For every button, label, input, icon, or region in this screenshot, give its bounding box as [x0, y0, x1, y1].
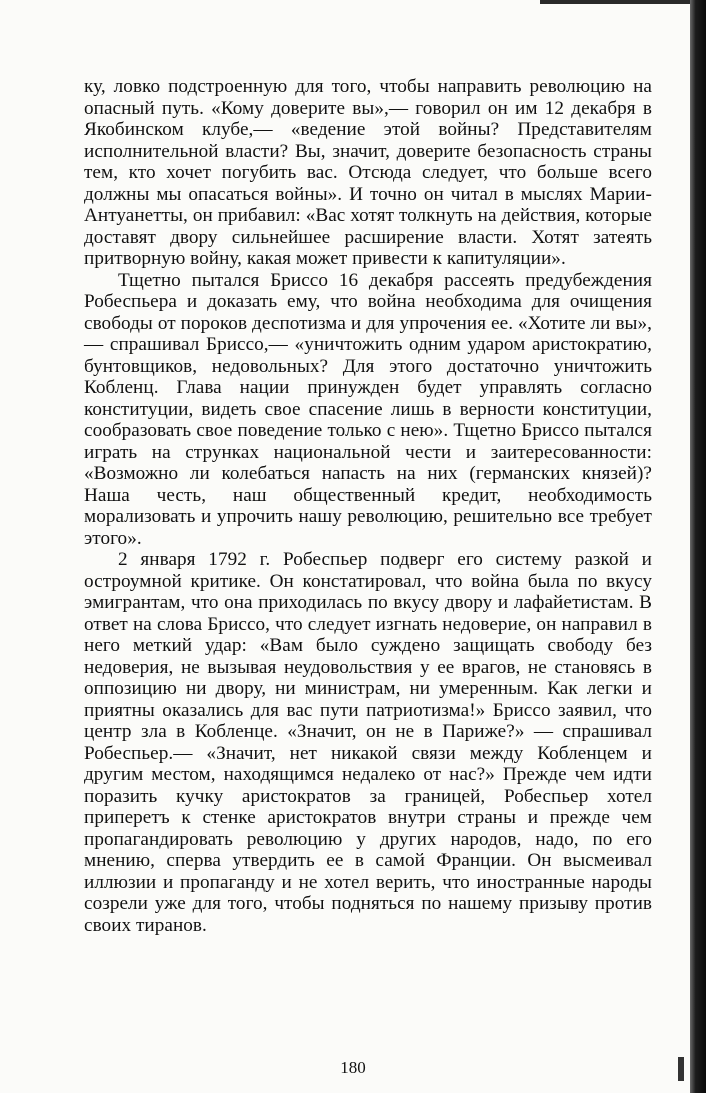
page-number: 180 — [340, 1058, 366, 1077]
scan-edge-right — [690, 0, 706, 1093]
body-text — [84, 76, 652, 936]
scan-edge-top — [540, 0, 706, 4]
paragraph-2: Тщетно пытался Бриссо 16 декабря рассеять предубеждения Робеспьера и доказать ему, что война необходима для очищения свободы от пороков деспотизма и для упрочения ее. «Хотите ли вы»,— спрашивал Бриссо,— «уничтожить одним ударом аристократию, бунтовщиков, недовольных? Для этого достаточно уничтожить Кобленц. Глава нации принужден будет управлять согласно конституции, видеть свое спасение лишь в верности конституции, сообразовать свое поведение только с нею». Тщетно Бриссо пытался играть на струнках национальной чести и заитересованности: «Возможно ли колебаться напасть на них (германских князей)? Наша честь, наш общественный кредит, необходимость морализовать и упрочить нашу революцию, решительно все требует этого». — [84, 269, 652, 549]
paragraph-1: ку, ловко подстроенную для того, чтобы направить революцию на опасный путь. «Кому доверите вы»,— говорил он им 12 декабря в Якобинском клубе,— «ведение этой войны? Представителям исполнительной власти? Вы, значит, доверите безопасность страны тем, кто хочет погубить вас. Отсюда следует, что больше всего должны мы опасаться войны». И точно он читал в мыслях Марии-Антуанетты, он прибавил: «Вас хотят толкнуть на действия, которые доставят двору сильнейшее расширение власти. Хотят затеять притворную войну, какая может привести к капитуляции». — [84, 76, 652, 269]
paragraph-3: 2 января 1792 г. Робеспьер подверг его систему разкой и остроумной критике. Он констатировал, что война была по вкусу эмигрантам, что она приходилась по вкусу двору и лафайетистам. В ответ на слова Бриссо, что следует изгнать недоверие, он направил в него меткий удар: «Вам было суждено защищать свободу без недоверия, не вызывая неудовольствия у ее врагов, не становясь в оппозицию ни двору, ни министрам, ни умеренным. Как легки и приятны оказались для вас пути патриотизма!» Бриссо заявил, что центр зла в Кобленце. «Значит, он не в Париже?» — спрашивал Робеспьер.— «Значит, нет никакой связи между Кобленцем и другим местом, находящимся недалеко от нас?» Прежде чем идти поразить кучку аристократов за границей, Робеспьер хотел приперетъ к стенке аристократов внутри страны и прежде чем пропагандировать революцию у других народов, надо, по его мнению, сперва утвердить ее в самой Франции. Он высмеивал иллюзии и пропаганду и не хотел верить, что иностранные народы созрели уже для того, чтобы подняться по нашему призыву против своих тиранов. — [84, 549, 652, 936]
